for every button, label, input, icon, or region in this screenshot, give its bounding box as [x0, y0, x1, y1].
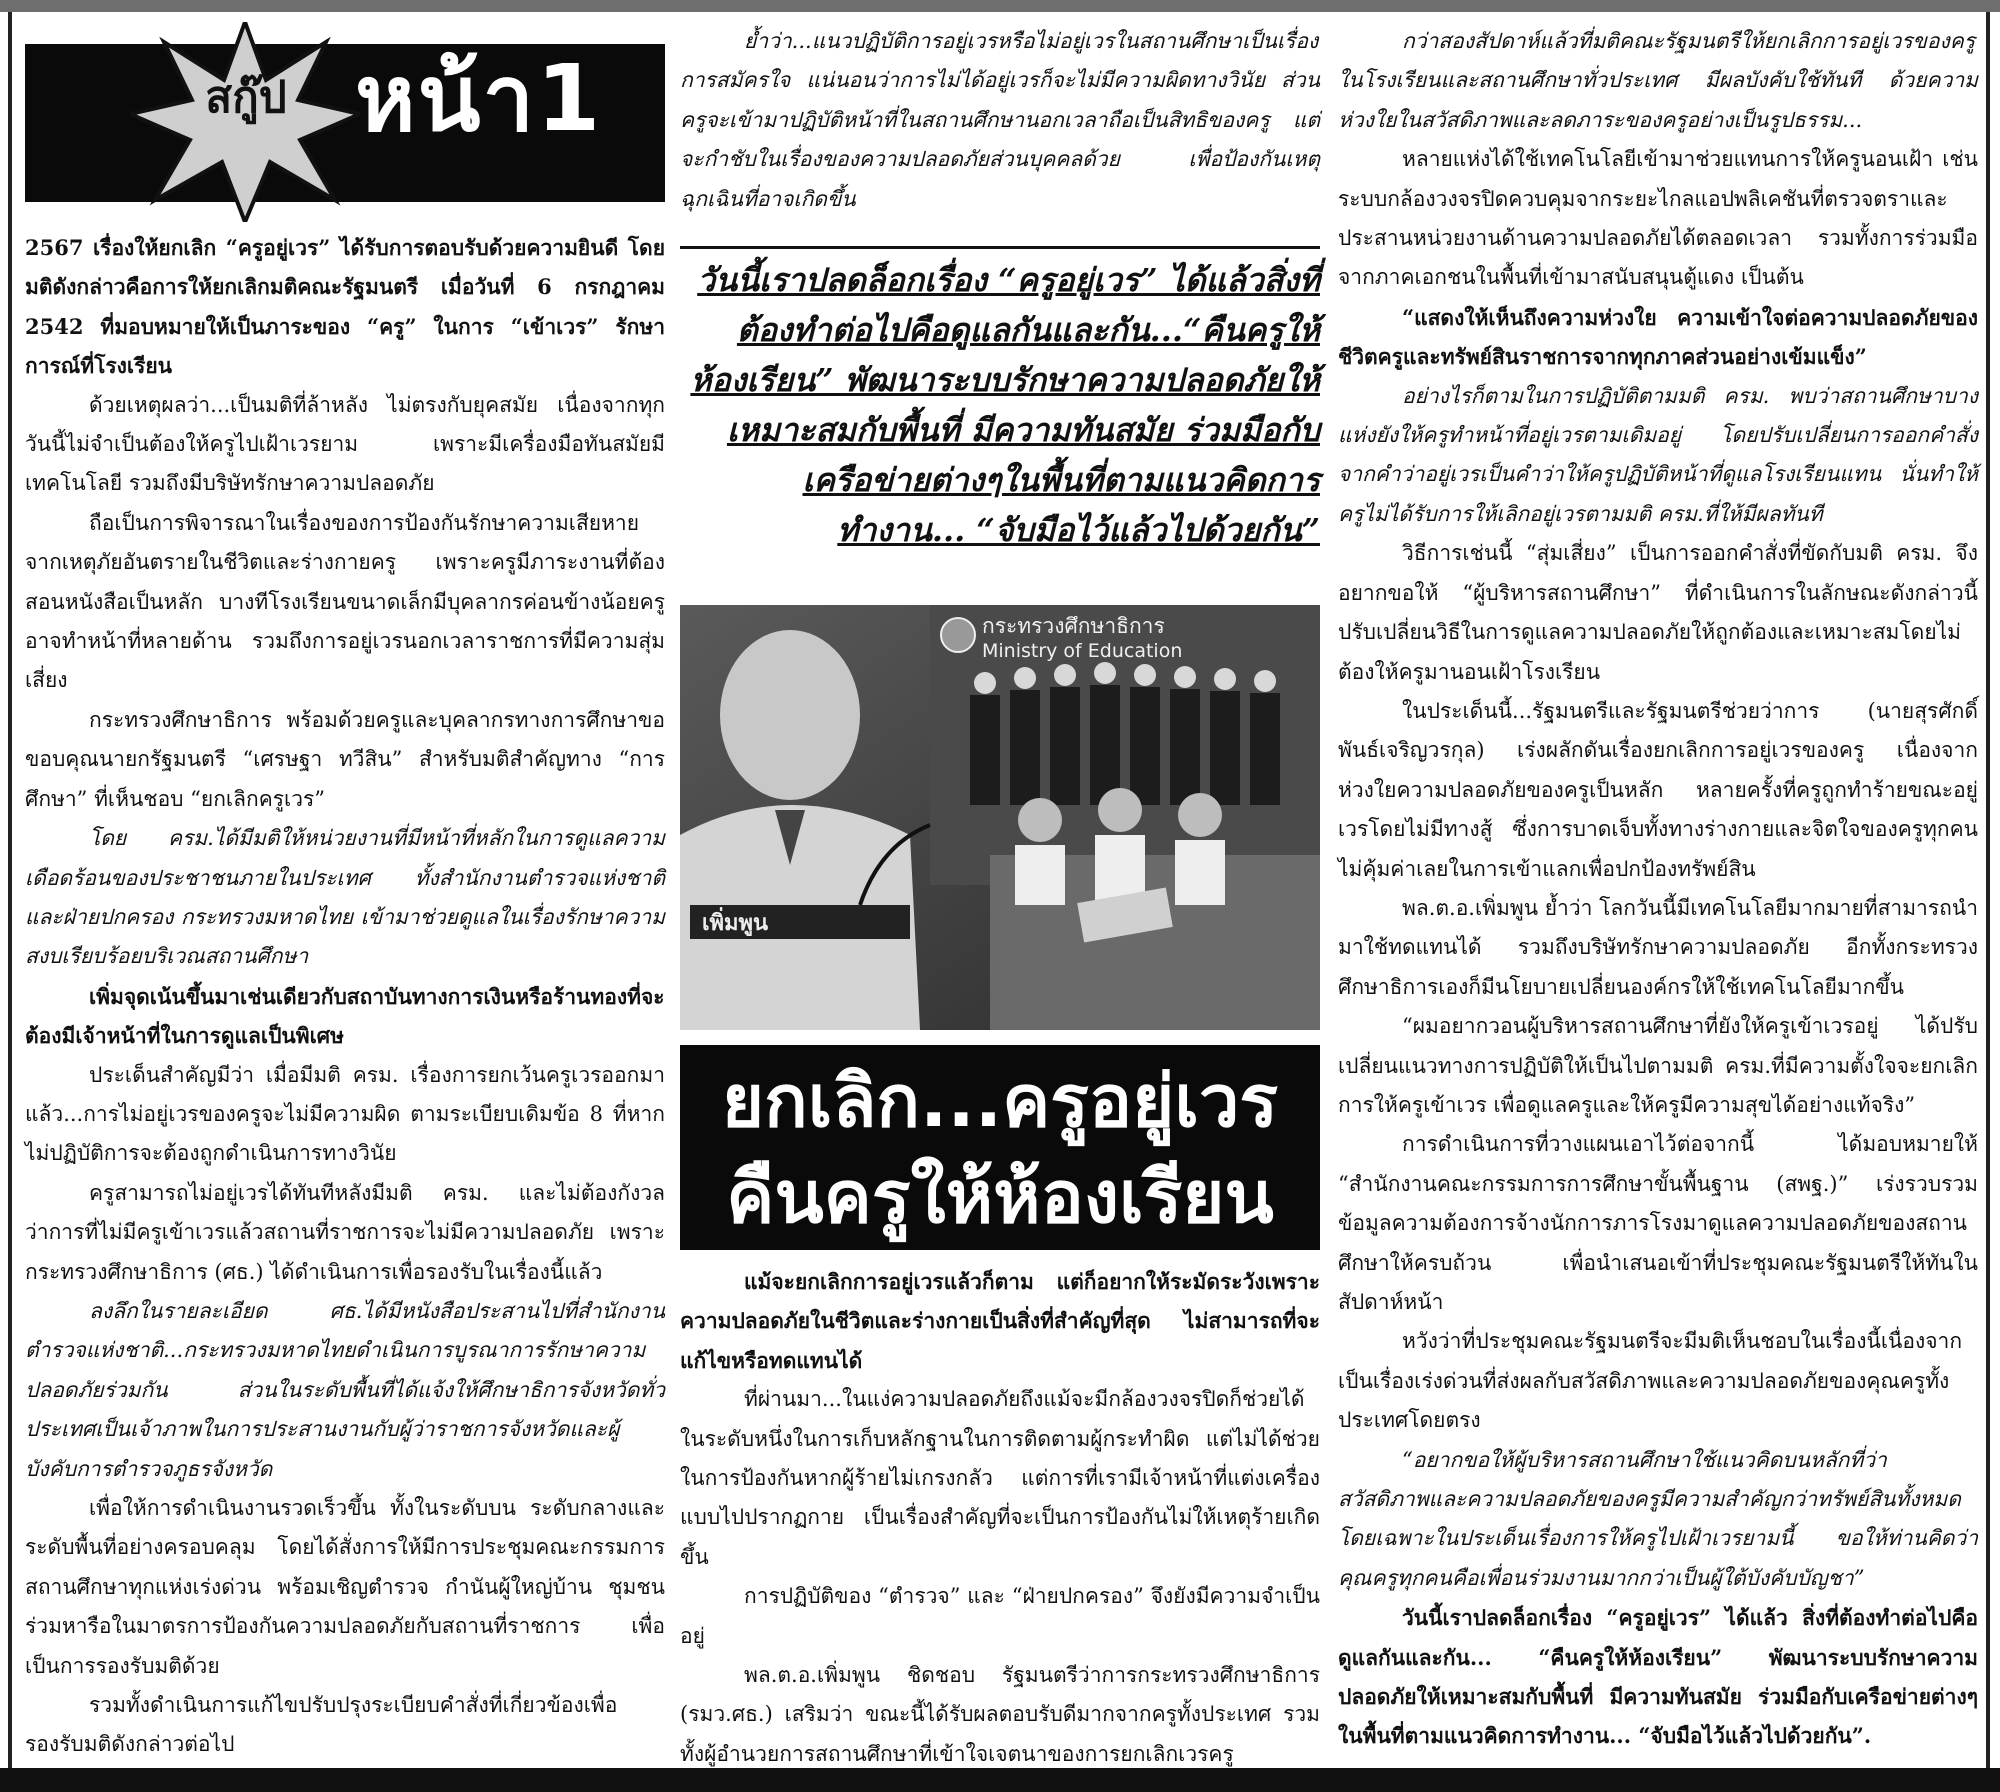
- article-column-2-top: [680, 22, 1320, 219]
- photo-illustration: [680, 605, 1320, 1030]
- article-column-2-bottom: [680, 1262, 1320, 1774]
- paragraph: วันนี้เราปลดล็อกเรื่อง “ครูอยู่เวร” ได้แล้ว สิ่งที่ต้องทำต่อไปคือดูแลกันและกัน... “คืนครูให้ห้องเรียน” พัฒนาระบบรักษาความปลอดภัยให้เหมาะสมกับพื้นที่ มีความทันสมัย ร่วมมือกับเครือข่ายต่างๆในพื้นที่ตามแนวคิดการทำงาน... “จับมือไว้แล้วไปด้วยกัน”.: [1338, 1605, 1978, 1749]
- ministry-sign-thai: กระทรวงศึกษาธิการ: [982, 614, 1165, 638]
- paragraph: 2567 เรื่องให้ยกเลิก “ครูอยู่เวร” ได้รับการตอบรับด้วยความยินดี โดยมติดังกล่าวคือการให้ยกเลิกมติคณะรัฐมนตรี เมื่อวันที่ 6 กรกฎาคม 2542 ที่มอบหมายให้เป็นภาระของ “ครู” ในการ “เข้าเวร” รักษาการณ์ที่โรงเรียน: [25, 235, 665, 379]
- paragraph: วิธีการเช่นนี้ “สุ่มเสี่ยง” เป็นการออกคำสั่งที่ขัดกับมติ ครม. จึงอยากขอให้ “ผู้บริหารสถานศึกษา” ที่ดำเนินการในลักษณะดังกล่าวนี้ปรับเปลี่ยนวิธีในการดูแลความปลอดภัยให้ถูกต้องและเหมาะสมโดยไม่ต้องให้ครูมานอนเฝ้าโรงเรียน: [1338, 541, 1978, 684]
- left-frame-line: [8, 12, 12, 1768]
- nameplate: เพิ่มพูน: [702, 911, 769, 936]
- paragraph: กระทรวงศึกษาธิการ พร้อมด้วยครูและบุคลากรทางการศึกษาขอขอบคุณนายกรัฐมนตรี “เศรษฐา ทวีสิน” สำหรับมติสำคัญทาง “การศึกษา” ที่เห็นชอบ “ยกเลิกครูเวร”: [25, 707, 665, 811]
- paragraph: ย้ำว่า...แนวปฏิบัติการอยู่เวรหรือไม่อยู่เวรในสถานศึกษาเป็นเรื่องการสมัครใจ แน่นอนว่าการไม่ได้อยู่เวรก็จะไม่มีความผิดทางวินัย ส่วนครูจะเข้ามาปฏิบัติหน้าที่ในสถานศึกษานอกเวลาถือเป็นสิทธิของครู แต่จะกำชับในเรื่องของความปลอดภัยส่วนบุคคลด้วย เพื่อป้องกันเหตุฉุกเฉินที่อาจเกิดขึ้น: [680, 29, 1320, 211]
- article-column-1: [25, 228, 665, 1765]
- headline-line-2: คืนครูให้ห้องเรียน: [726, 1155, 1274, 1239]
- paragraph: กว่าสองสัปดาห์แล้วที่มติคณะรัฐมนตรีให้ยกเลิกการอยู่เวรของครูในโรงเรียนและสถานศึกษาทั่วประเทศ มีผลบังคับใช้ทันที ด้วยความห่วงใยในสวัสดิภาพและลดภาระของครูอย่างเป็นรูปธรรม...: [1338, 29, 1978, 132]
- paragraph: พล.ต.อ.เพิ่มพูน ย้ำว่า โลกวันนี้มีเทคโนโลยีมากมายที่สามารถนำมาใช้ทดแทนได้ รวมถึงบริษัทรักษาความปลอดภัย อีกทั้งกระทรวงศึกษาธิการเองก็มีนโยบายเปลี่ยนองค์กรให้ใช้เทคโนโลยีมากขึ้น: [1338, 895, 1978, 999]
- paragraph: “ผมอยากวอนผู้บริหารสถานศึกษาที่ยังให้ครูเข้าเวรอยู่ ได้ปรับเปลี่ยนแนวทางการปฏิบัติให้เป็นไปตามมติ ครม.ที่มีความตั้งใจจะยกเลิกการให้ครูเข้าเวร เพื่อดูแลครูและให้ครูมีความสุขได้อย่างแท้จริง”: [1338, 1014, 1978, 1117]
- paragraph: รวมทั้งดำเนินการแก้ไขปรับปรุงระเบียบคำสั่งที่เกี่ยวข้องเพื่อรองรับมติดังกล่าวต่อไป: [25, 1693, 618, 1757]
- paragraph: ประเด็นสำคัญมีว่า เมื่อมีมติ ครม. เรื่องการยกเว้นครูเวรออกมาแล้ว...การไม่อยู่เวรของครูจะไม่มีความผิด ตามระเบียบเดิมข้อ 8 ที่หากไม่ปฏิบัติการจะต้องถูกดำเนินการทางวินัย: [25, 1062, 665, 1166]
- paragraph: การดำเนินการที่วางแผนเอาไว้ต่อจากนี้ ได้มอบหมายให้ “สำนักงานคณะกรรมการการศึกษาขั้นพื้นฐาน (สพฐ.)” เร่งรวบรวมข้อมูลความต้องการจ้างนักการภารโรงมาดูแลความปลอดภัยของสถานศึกษาให้ครบถ้วน เพื่อนำเสนอเข้าที่ประชุมคณะรัฐมนตรีให้ทันในสัปดาห์หน้า: [1338, 1132, 1978, 1314]
- article-column-3: [1338, 22, 1978, 1756]
- paragraph: เพื่อให้การดำเนินงานรวดเร็วขึ้น ทั้งในระดับบน ระดับกลางและระดับพื้นที่อย่างครอบคลุม โดยได้สั่งการให้มีการประชุมคณะกรรมการสถานศึกษาทุกแห่งเร่งด่วน พร้อมเชิญตำรวจ กำนันผู้ใหญ่บ้าน ชุมชนร่วมหารือในมาตรการป้องกันความปลอดภัยกับสถานที่ราชการ เพื่อเป็นการรองรับมติด้วย: [25, 1496, 665, 1678]
- paragraph: ครูสามารถไม่อยู่เวรได้ทันทีหลังมีมติ ครม. และไม่ต้องกังวลว่าการที่ไม่มีครูเข้าเวรแล้วสถานที่ราชการจะไม่มีความปลอดภัย เพราะกระทรวงศึกษาธิการ (ศธ.) ได้ดำเนินการเพื่อรองรับในเรื่องนี้แล้ว: [25, 1180, 665, 1284]
- right-frame-line: [1986, 12, 1990, 1768]
- paragraph: ในประเด็นนี้...รัฐมนตรีและรัฐมนตรีช่วยว่าการ (นายสุรศักดิ์ พันธ์เจริญวรกุล) เร่งผลักดันเรื่องยกเลิกการอยู่เวรของครู เนื่องจากห่วงใยความปลอดภัยของครูเป็นหลัก หลายครั้งที่ครูถูกทำร้ายขณะอยู่เวรโดยไม่มีทางสู้ ซึ่งการบาดเจ็บทั้งทางร่างกายและจิตใจของครูทุกคนไม่คุ้มค่าเลยในการเข้าแลกเพื่อปกป้องทรัพย์สิน: [1338, 698, 1978, 881]
- headline-line-1: ยกเลิก...ครูอยู่เวร: [721, 1059, 1279, 1143]
- paragraph: หวังว่าที่ประชุมคณะรัฐมนตรีจะมีมติเห็นชอบในเรื่องนี้เนื่องจากเป็นเรื่องเร่งด่วนที่ส่งผลกับสวัสดิภาพและความปลอดภัยของคุณครูทั้งประเทศโดยตรง: [1338, 1329, 1963, 1433]
- paragraph: อย่างไรก็ตามในการปฏิบัติตามมติ ครม. พบว่าสถานศึกษาบางแห่งยังให้ครูทำหน้าที่อยู่เวรตามเดิมอยู่ โดยปรับเปลี่ยนการออกคำสั่งจากคำว่าอยู่เวรเป็นคำว่าให้ครูปฏิบัติหน้าที่ดูแลโรงเรียนแทน นั่นทำให้ครูไม่ได้รับการให้เลิกอยู่เวรตามมติ ครม.ที่ให้มีผลทันที: [1338, 383, 1978, 526]
- pull-quote-rule-top: [680, 246, 1320, 249]
- banner-label-page1: หน้า1: [355, 45, 603, 152]
- paragraph: แม้จะยกเลิกการอยู่เวรแล้วก็ตาม แต่ก็อยากให้ระมัดระวังเพราะความปลอดภัยในชีวิตและร่างกายเป็นสิ่งที่สำคัญที่สุด ไม่สามารถที่จะแก้ไขหรือทดแทนได้: [680, 1269, 1320, 1373]
- paragraph: พล.ต.อ.เพิ่มพูน ชิดชอบ รัฐมนตรีว่าการกระทรวงศึกษาธิการ (รมว.ศธ.) เสริมว่า ขณะนี้ได้รับผลตอบรับดีมากจากครูทั้งประเทศ รวมทั้งผู้อำนวยการสถานศึกษาที่เข้าใจเจตนาของการยกเลิกเวรครู: [680, 1663, 1320, 1766]
- paragraph: การปฏิบัติของ “ตำรวจ” และ “ฝ่ายปกครอง” จึงยังมีความจำเป็นอยู่: [680, 1584, 1320, 1648]
- pull-quote: วันนี้เราปลดล็อกเรื่อง “ครูอยู่เวร” ได้แล้วสิ่งที่ต้องทำต่อไปคือดูแลกันและกัน...“คืนครูให้ห้องเรียน” พัฒนาระบบรักษาความปลอดภัยให้เหมาะสมกับพื้นที่ มีความทันสมัย ร่วมมือกับเครือข่ายต่างๆในพื้นที่ตามแนวคิดการทำงาน... “จับมือไว้แล้วไปด้วยกัน”: [690, 261, 1320, 549]
- paragraph: เพิ่มจุดเน้นขึ้นมาเช่นเดียวกับสถาบันทางการเงินหรือร้านทองที่จะต้องมีเจ้าหน้าที่ในการดูแลเป็นพิเศษ: [25, 983, 665, 1049]
- paragraph: ถือเป็นการพิจารณาในเรื่องของการป้องกันรักษาความเสียหายจากเหตุภัยอันตรายในชีวิตและร่างกายครู เพราะครูมีภาระงานที่ต้องสอนหนังสือเป็นหลัก บางทีโรงเรียนขนาดเล็กมีบุคลากรค่อนข้างน้อยครูอาจทำหน้าที่หลายด้าน รวมถึงการอยู่เวรนอกเวลาราชการที่มีความสุ่มเสี่ยง: [25, 510, 665, 693]
- paragraph: หลายแห่งได้ใช้เทคโนโลยีเข้ามาช่วยแทนการให้ครูนอนเฝ้า เช่น ระบบกล้องวงจรปิดควบคุมจากระยะไกลแอปพลิเคชันที่ตรวจตราและประสานหน่วยงานด้านความปลอดภัยได้ตลอดเวลา รวมทั้งการร่วมมือจากภาคเอกชนในพื้นที่เข้ามาสนับสนุนตู้แดง เป็นต้น: [1338, 147, 1978, 290]
- paragraph: “แสดงให้เห็นถึงความห่วงใย ความเข้าใจต่อความปลอดภัยของชีวิตครูและทรัพย์สินราชการจากทุกภาคส่วนอย่างเข้มแข็ง”: [1338, 304, 1978, 370]
- minister-photo: [680, 605, 1320, 1030]
- paragraph: ที่ผ่านมา...ในแง่ความปลอดภัยถึงแม้จะมีกล้องวงจรปิดก็ช่วยได้ในระดับหนึ่งในการเก็บหลักฐานในการติดตามผู้กระทำผิด แต่ไม่ได้ช่วยในการป้องกันหากผู้ร้ายไม่เกรงกลัว แต่การที่เรามีเจ้าหน้าที่แต่งเครื่องแบบไปปรากฏกาย เป็นเรื่องสำคัญที่จะเป็นการป้องกันไม่ให้เหตุร้ายเกิดขึ้น: [680, 1387, 1320, 1569]
- main-headline: [680, 1045, 1320, 1250]
- paragraph: ลงลึกในรายละเอียด ศธ.ได้มีหนังสือประสานไปที่สำนักงานตำรวจแห่งชาติ...กระทรวงมหาดไทยดำเนินการบูรณาการรักษาความปลอดภัยร่วมกัน ส่วนในระดับพื้นที่ได้แจ้งให้ศึกษาธิการจังหวัดทั่วประเทศเป็นเจ้าภาพในการประสานงานกับผู้ว่าราชการจังหวัดและผู้บังคับการตำรวจภูธรจังหวัด: [25, 1298, 665, 1481]
- ministry-sign-english: Ministry of Education: [982, 640, 1183, 662]
- banner-label-scoop: สกู๊ป: [205, 72, 287, 123]
- paragraph: โดย ครม.ได้มีมติให้หน่วยงานที่มีหน้าที่หลักในการดูแลความเดือดร้อนของประชาชนภายในประเทศ ทั้งสำนักงานตำรวจแห่งชาติ และฝ่ายปกครอง กระทรวงมหาดไทย เข้ามาช่วยดูแลในเรื่องรักษาความสงบเรียบร้อยบริเวณสถานศึกษา: [25, 826, 665, 969]
- paragraph: “อยากขอให้ผู้บริหารสถานศึกษาใช้แนวคิดบนหลักที่ว่า สวัสดิภาพและความปลอดภัยของครูมีความสำคัญกว่าทรัพย์สินทั้งหมด โดยเฉพาะในประเด็นเรื่องการให้ครูไปเฝ้าเวรยามนี้ ขอให้ท่านคิดว่าคุณครูทุกคนคือเพื่อนร่วมงานมากกว่าเป็นผู้ใต้บังคับบัญชา”: [1338, 1447, 1978, 1590]
- top-border: [0, 0, 2000, 12]
- bottom-border: [0, 1768, 2000, 1792]
- paragraph: ด้วยเหตุผลว่า...เป็นมติที่ล้าหลัง ไม่ตรงกับยุคสมัย เนื่องจากทุกวันนี้ไม่จำเป็นต้องให้ครูไปเฝ้าเวรยาม เพราะมีเครื่องมือทันสมัยมีเทคโนโลยี รวมถึงมีบริษัทรักษาความปลอดภัย: [25, 392, 665, 496]
